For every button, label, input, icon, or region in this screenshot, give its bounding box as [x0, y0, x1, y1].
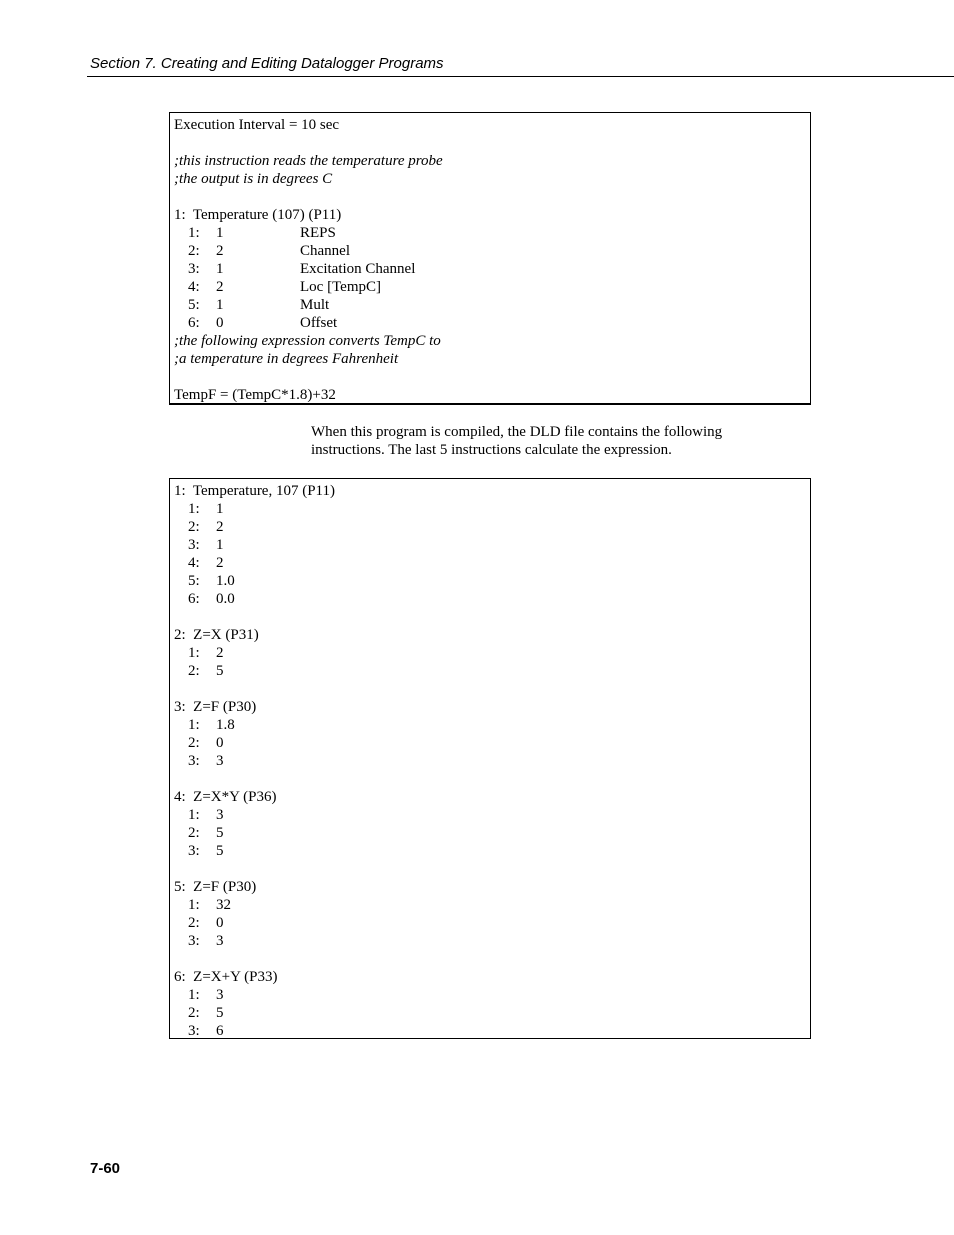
param-value: 2 [216, 519, 224, 535]
blank-line [174, 770, 810, 788]
blank-line [174, 860, 810, 878]
page-number: 7-60 [90, 1160, 121, 1177]
param-value: 5 [216, 825, 224, 841]
param-value: 3 [216, 933, 224, 949]
program-listing-box [169, 112, 811, 405]
param-number: 3: [188, 753, 200, 769]
param-value: 1 [216, 297, 224, 313]
param-row [174, 1004, 810, 1022]
param-row [174, 806, 810, 824]
blank-line [174, 134, 810, 152]
param-value: 5 [216, 663, 224, 679]
program-comment: ;a temperature in degrees Fahrenheit [174, 351, 399, 367]
param-number: 5: [188, 573, 200, 589]
blank-line [174, 188, 810, 206]
param-value: 0 [216, 315, 224, 331]
param-number: 1: [188, 987, 200, 1003]
blank-line [174, 950, 810, 968]
param-number: 1: [188, 717, 200, 733]
program-comment: ;the output is in degrees C [174, 171, 333, 187]
param-value: 32 [216, 897, 231, 913]
param-row [174, 842, 810, 860]
param-row [174, 716, 810, 734]
param-row [174, 242, 810, 260]
blank-line [174, 368, 810, 386]
param-number: 1: [188, 807, 200, 823]
param-number: 1: [188, 501, 200, 517]
param-description: Offset [300, 315, 338, 331]
param-row [174, 932, 810, 950]
param-number: 3: [188, 261, 200, 277]
param-value: 1 [216, 225, 224, 241]
param-value: 1 [216, 537, 224, 553]
param-row [174, 662, 810, 680]
param-value: 2 [216, 555, 224, 571]
param-row [174, 734, 810, 752]
param-value: 1 [216, 261, 224, 277]
instruction-title: 2: Z=X (P31) [174, 627, 259, 643]
param-value: 1 [216, 501, 224, 517]
param-row [174, 554, 810, 572]
instruction-params [174, 224, 810, 332]
expression-line: TempF = (TempC*1.8)+32 [174, 387, 336, 403]
param-row [174, 986, 810, 1004]
param-row [174, 590, 810, 608]
param-number: 2: [188, 915, 200, 931]
param-number: 2: [188, 735, 200, 751]
param-row [174, 1022, 810, 1040]
param-row [174, 224, 810, 242]
param-row [174, 752, 810, 770]
param-row [174, 644, 810, 662]
param-number: 3: [188, 1023, 200, 1039]
program-comment: ;the following expression converts TempC to [174, 333, 441, 349]
param-row [174, 572, 810, 590]
param-row [174, 536, 810, 554]
param-row [174, 896, 810, 914]
param-row [174, 260, 810, 278]
param-row [174, 278, 810, 296]
param-value: 2 [216, 279, 224, 295]
blank-line [174, 608, 810, 626]
param-value: 0 [216, 735, 224, 751]
param-value: 6 [216, 1023, 224, 1039]
param-value: 5 [216, 1005, 224, 1021]
param-value: 3 [216, 807, 224, 823]
param-number: 5: [188, 297, 200, 313]
param-description: REPS [300, 225, 336, 241]
instruction-title: 1: Temperature (107) (P11) [174, 207, 342, 223]
explanation-line: instructions. The last 5 instructions calculate the expression. [311, 442, 672, 458]
param-value: 3 [216, 987, 224, 1003]
explanation-line: When this program is compiled, the DLD file contains the following [311, 424, 723, 440]
param-value: 0 [216, 915, 224, 931]
param-number: 1: [188, 645, 200, 661]
param-value: 1.8 [216, 717, 235, 733]
param-description: Excitation Channel [300, 261, 416, 277]
param-number: 2: [188, 663, 200, 679]
param-number: 3: [188, 843, 200, 859]
param-number: 6: [188, 591, 200, 607]
param-number: 4: [188, 279, 200, 295]
param-number: 2: [188, 1005, 200, 1021]
param-row [174, 296, 810, 314]
param-number: 1: [188, 225, 200, 241]
param-value: 2 [216, 645, 224, 661]
param-value: 1.0 [216, 573, 235, 589]
param-number: 6: [188, 315, 200, 331]
param-row [174, 824, 810, 842]
dld-listing-box [169, 478, 811, 1039]
param-number: 2: [188, 243, 200, 259]
program-comment: ;this instruction reads the temperature probe [174, 153, 443, 169]
param-value: 5 [216, 843, 224, 859]
param-row [174, 518, 810, 536]
param-value: 0.0 [216, 591, 235, 607]
param-number: 2: [188, 825, 200, 841]
param-number: 3: [188, 933, 200, 949]
execution-interval: Execution Interval = 10 sec [174, 117, 340, 133]
param-description: Mult [300, 297, 330, 313]
param-number: 2: [188, 519, 200, 535]
instruction-title: 6: Z=X+Y (P33) [174, 969, 278, 985]
param-row [174, 314, 810, 332]
instruction-title: 5: Z=F (P30) [174, 879, 257, 895]
header-rule [87, 76, 954, 77]
param-row [174, 500, 810, 518]
param-description: Channel [300, 243, 350, 259]
param-number: 1: [188, 897, 200, 913]
explanation-paragraph [311, 423, 781, 459]
instruction-title: 4: Z=X*Y (P36) [174, 789, 277, 805]
param-value: 2 [216, 243, 224, 259]
instruction-title: 3: Z=F (P30) [174, 699, 257, 715]
section-header: Section 7. Creating and Editing Datalogger Programs [90, 55, 444, 72]
param-row [174, 914, 810, 932]
param-number: 3: [188, 537, 200, 553]
param-description: Loc [TempC] [300, 279, 382, 295]
param-value: 3 [216, 753, 224, 769]
param-number: 4: [188, 555, 200, 571]
blank-line [174, 680, 810, 698]
instruction-title: 1: Temperature, 107 (P11) [174, 483, 335, 499]
